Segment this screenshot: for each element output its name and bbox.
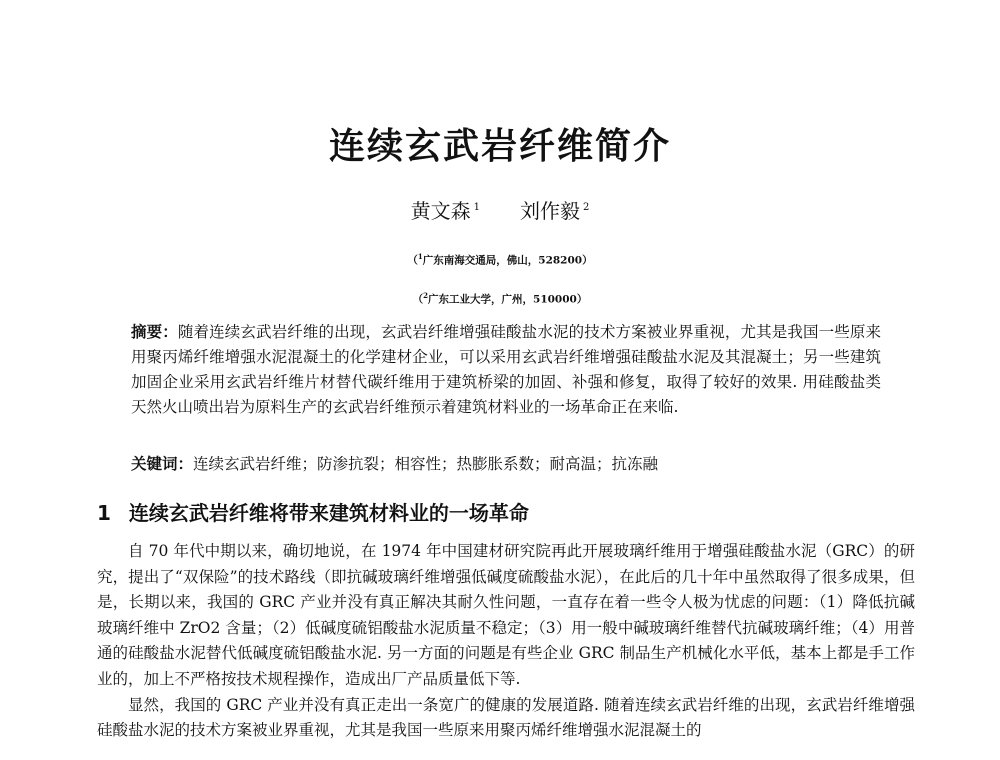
abstract-text: 随着连续玄武岩纤维的出现，玄武岩纤维增强硅酸盐水泥的技术方案被业界重视，尤其是我国一些原来用聚丙烯纤维增强水泥混凝土的化学建材企业，可以采用玄武岩纤维增强硅酸盐水泥及其混凝土；另一些建筑加固企业采用玄武岩纤维片材替代碳纤维用于建筑桥梁的加固、补强和修复，取得了较好的效果. 用硅酸盐类天然火山喷出岩为原料生产的玄武岩纤维预示着建筑材料业的一场革命正在来临.: [131, 323, 881, 416]
author-1: [411, 195, 480, 224]
affiliation-2-marker: 2: [423, 291, 429, 300]
keywords-text: 连续玄武岩纤维；防渗抗裂；相容性；热膨胀系数；耐高温；抗冻融: [193, 455, 659, 473]
author-2-name: 刘作毅: [520, 199, 580, 223]
paper-title: 连续玄武岩纤维简介: [328, 126, 671, 167]
affiliation-2: [0, 291, 1000, 307]
affiliation-1-marker: 1: [417, 252, 423, 261]
author-list: [0, 195, 1000, 224]
affiliation-1: [0, 252, 1000, 268]
paragraph-2: 显然，我国的 GRC 产业并没有真正走出一条宽广的健康的发展道路. 随着连续玄武岩纤维的出现，玄武岩纤维增强硅酸盐水泥的技术方案被业界重视，尤其是我国一些原来用聚丙烯纤维增强水泥混凝土的: [97, 695, 915, 740]
author-2: [520, 195, 589, 224]
author-2-affil-marker: 2: [583, 202, 590, 214]
author-1-affil-marker: 1: [473, 202, 480, 214]
affiliation-1-open: （: [407, 254, 418, 267]
abstract: [131, 320, 881, 420]
section-title: 连续玄武岩纤维将带来建筑材料业的一场革命: [128, 501, 529, 525]
author-1-name: 黄文森: [410, 199, 471, 223]
abstract-label: 摘要：: [131, 323, 178, 341]
body-text: [97, 539, 915, 744]
affiliation-2-open: （: [412, 293, 424, 306]
keywords: [131, 452, 881, 477]
affiliation-1-text: 广东南海交通局，佛山，528200）: [422, 254, 593, 267]
affiliation-2-text: 广东工业大学，广州，510000）: [428, 293, 588, 306]
keywords-label: 关键词：: [131, 455, 194, 473]
paragraph-1: 自 70 年代中期以来，确切地说，在 1974 年中国建材研究院再此开展玻璃纤维用于增强硅酸盐水泥（GRC）的研究，提出了“双保险”的技术路线（即抗碱玻璃纤维增强低碱度硫酸盐水泥），在此后的几十年中虽然取得了很多成果，但是，长期以来，我国的 GRC 产业并没有真正解决其耐久性问题，一直存在着一些令人极为忧虑的问题：（1）降低抗碱玻璃纤维中 ZrO2 含量；（2）低碱度硫铝酸盐水泥质量不稳定；（3）用一般中碱玻璃纤维替代抗碱玻璃纤维；（4）用普通的硅酸盐水泥替代低碱度硫铝酸盐水泥. 另一方面的问题是有些企业 GRC 制品生产机械化水平低，基本上都是手工作业的，加上不严格按技术规程操作，造成出厂产品质量低下等.: [97, 542, 915, 688]
section-number: 1: [97, 501, 111, 525]
section-heading: [97, 497, 529, 526]
